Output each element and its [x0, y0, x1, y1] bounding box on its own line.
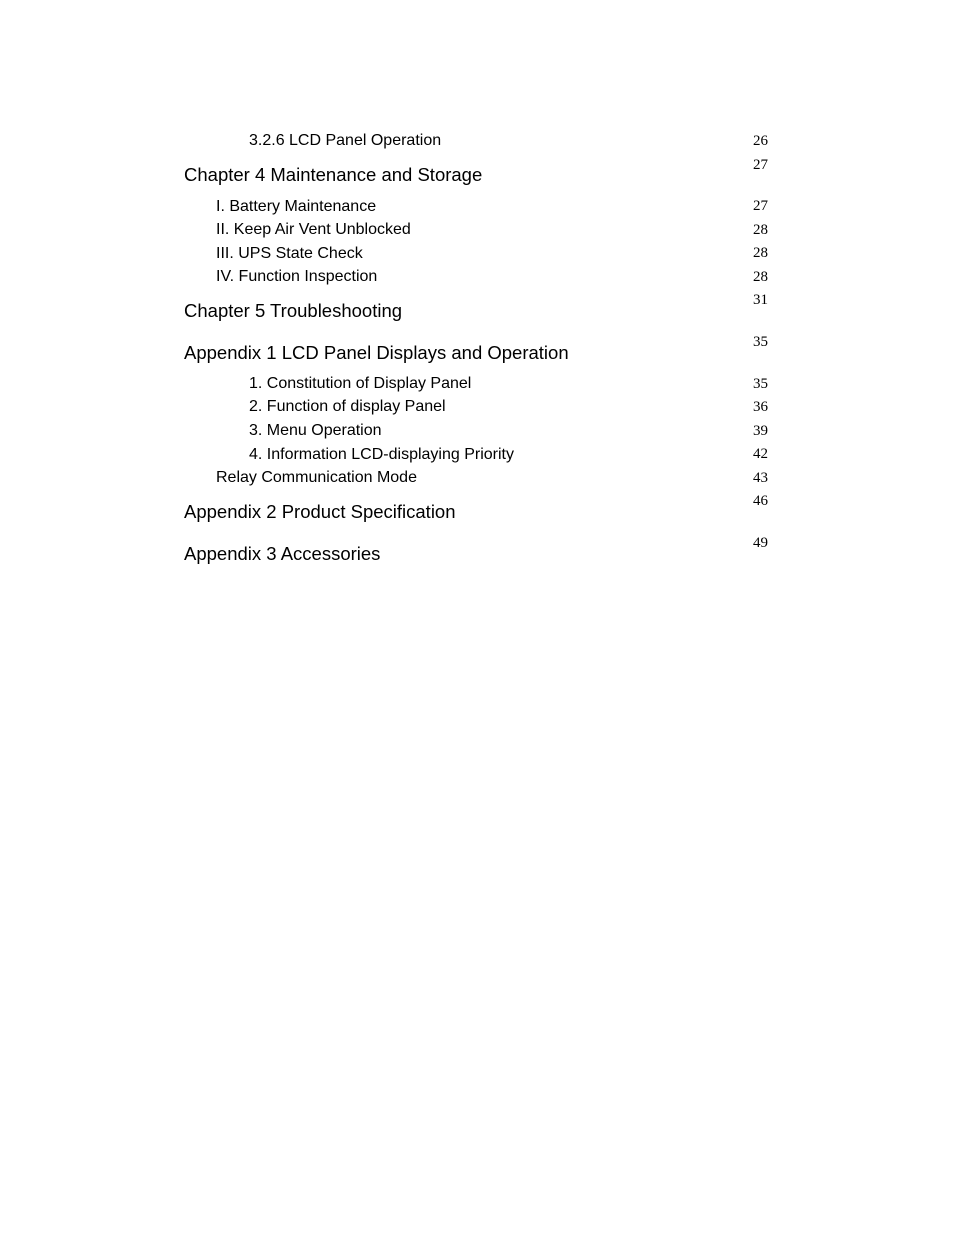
toc-entry-title: Chapter 4 Maintenance and Storage — [184, 164, 483, 185]
toc-entry-title: 2. Function of display Panel — [249, 398, 446, 415]
toc-entry-title: II. Keep Air Vent Unblocked — [216, 221, 411, 238]
toc-entry-title: 3.2.6 LCD Panel Operation — [249, 132, 442, 149]
toc-entry-page: 46 — [753, 493, 768, 509]
toc-entry-title: Relay Communication Mode — [216, 469, 417, 486]
toc-entry-page: 39 — [753, 423, 768, 439]
toc-entry-page: 35 — [753, 334, 768, 350]
table-of-contents — [0, 0, 954, 600]
toc-entry-page: 35 — [753, 376, 768, 392]
toc-entry-page: 27 — [753, 157, 768, 173]
toc-entry-title: I. Battery Maintenance — [216, 198, 377, 215]
toc-entry-title: III. UPS State Check — [216, 245, 363, 262]
toc-entry-title: Appendix 3 Accessories — [184, 543, 381, 564]
toc-entry-page: 42 — [753, 446, 768, 462]
toc-entry-page: 28 — [753, 269, 768, 285]
toc-entry-page: 26 — [753, 133, 768, 149]
toc-entry-title: 1. Constitution of Display Panel — [249, 375, 472, 392]
toc-entry-title: Appendix 1 LCD Panel Displays and Operation — [184, 342, 569, 363]
toc-entry-title: Appendix 2 Product Specification — [184, 501, 456, 522]
toc-entry-page: 31 — [753, 292, 768, 308]
toc-entry-page: 28 — [753, 222, 768, 238]
toc-entry-page: 36 — [753, 399, 768, 415]
toc-entry-title: 3. Menu Operation — [249, 422, 382, 439]
toc-entry-title: Chapter 5 Troubleshooting — [184, 300, 403, 321]
toc-entry-page: 27 — [753, 198, 768, 214]
toc-entry-title: IV. Function Inspection — [216, 268, 378, 285]
toc-entry-title: 4. Information LCD-displaying Priority — [249, 446, 514, 463]
toc-entry-page: 49 — [753, 535, 768, 551]
toc-entry-page: 28 — [753, 245, 768, 261]
toc-entry-page: 43 — [753, 470, 768, 486]
